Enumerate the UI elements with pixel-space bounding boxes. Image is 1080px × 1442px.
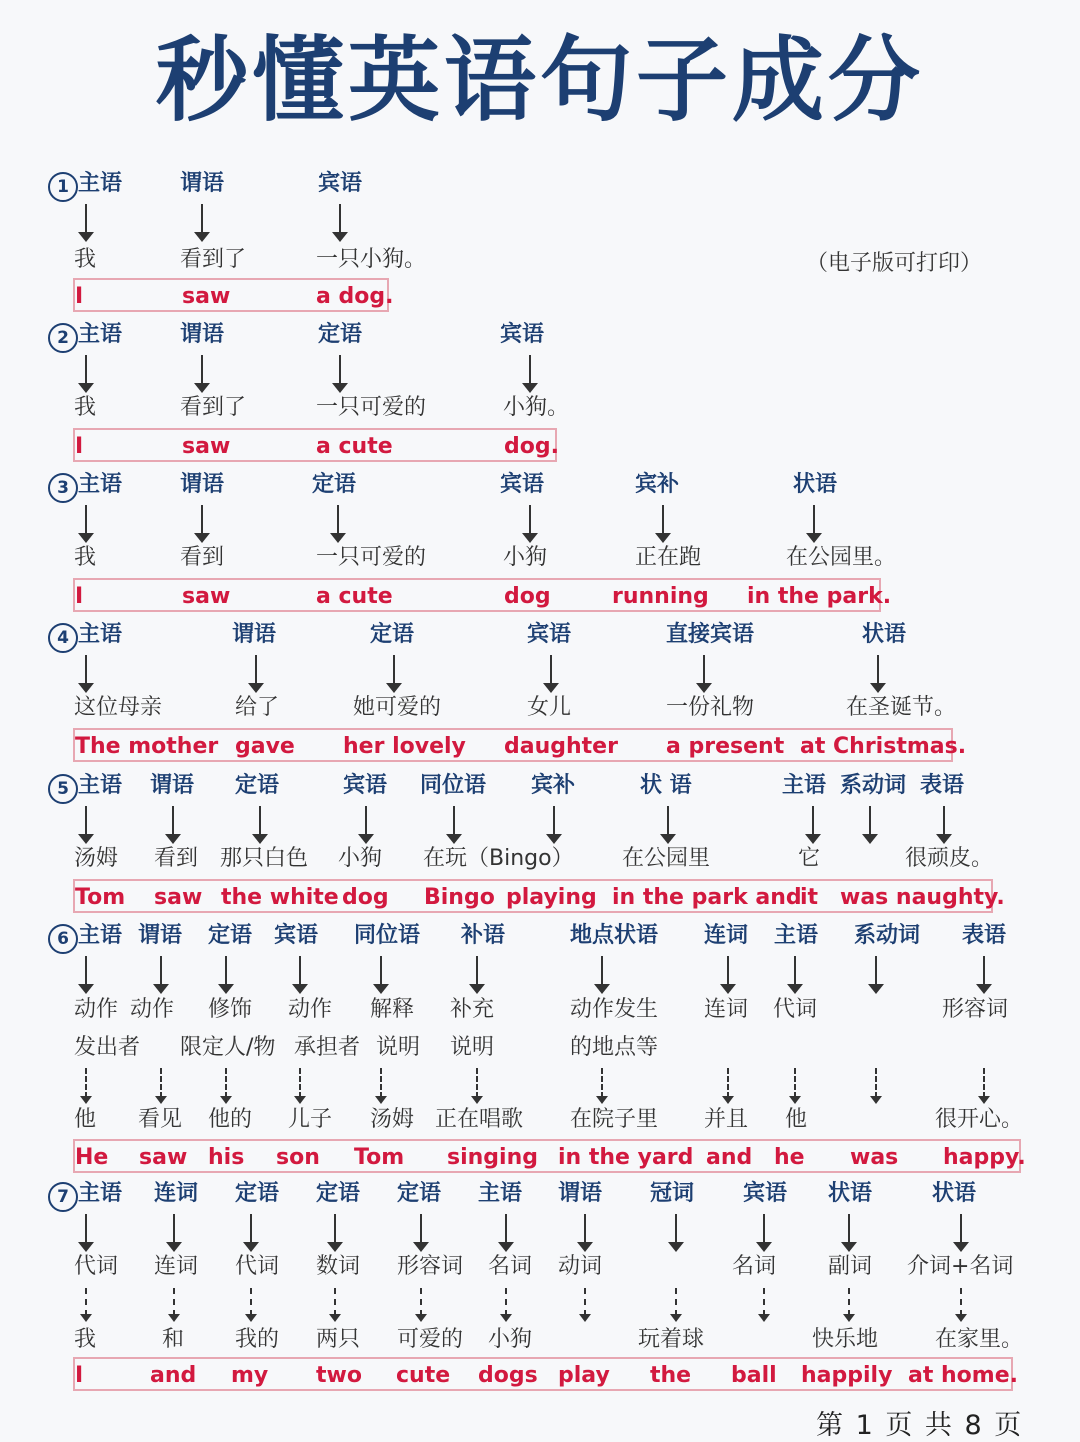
english-word: the white	[221, 885, 339, 910]
english-word: I	[75, 584, 84, 609]
arrow-down-icon	[655, 505, 671, 543]
english-word: my	[231, 1363, 269, 1388]
english-word: in the park.	[747, 584, 892, 609]
label-predicate: 谓语	[558, 1181, 603, 1206]
chinese-word: 在公园里。	[786, 545, 897, 570]
arrow-down-icon	[577, 1214, 593, 1252]
chinese-word: 我的	[235, 1327, 280, 1352]
arrow-down-icon	[498, 1214, 514, 1252]
english-word: Bingo	[424, 885, 495, 910]
arrow-down-icon	[543, 655, 559, 693]
chinese-word: 我	[74, 1327, 97, 1352]
section-number: 1	[48, 172, 78, 202]
label-object: 宾语	[527, 622, 572, 647]
english-word: son	[276, 1145, 320, 1170]
label-linking-verb: 系动词	[854, 923, 921, 948]
label-object: 宾语	[500, 322, 545, 347]
chinese-word: 它	[798, 846, 821, 871]
label-conjunction: 连词	[704, 923, 749, 948]
arrow-down-icon	[78, 956, 94, 994]
label-subject: 主语	[78, 1181, 123, 1206]
english-word: two	[316, 1363, 362, 1388]
label-adverbial: 状语	[793, 472, 838, 497]
arrow-down-icon	[327, 1214, 343, 1252]
chinese-word: 汤姆	[370, 1107, 415, 1132]
arrow-down-icon	[194, 355, 210, 393]
dashed-arrow-down-icon	[720, 1068, 736, 1104]
arrow-down-icon	[78, 1214, 94, 1252]
english-word: it	[800, 885, 819, 910]
role-description: 动作	[130, 997, 175, 1022]
role-description: 修饰	[208, 997, 253, 1022]
english-word: at home.	[908, 1363, 1018, 1388]
part-of-speech: 名词	[488, 1254, 533, 1279]
chinese-word: 和	[162, 1327, 185, 1352]
arrow-down-icon	[358, 806, 374, 844]
chinese-word: 小狗。	[503, 395, 570, 420]
role-description: 动作发生	[570, 997, 659, 1022]
arrow-down-icon	[292, 956, 308, 994]
dashed-arrow-down-icon	[868, 1068, 884, 1104]
english-word: cute	[396, 1363, 451, 1388]
part-of-speech: 副词	[828, 1254, 873, 1279]
printable-note: （电子版可打印）	[806, 251, 983, 276]
arrow-down-icon	[153, 956, 169, 994]
dashed-arrow-down-icon	[166, 1288, 182, 1324]
chinese-word: 在玩（Bingo）	[423, 846, 574, 871]
label-subject: 主语	[78, 322, 123, 347]
label-attribute: 定语	[397, 1181, 442, 1206]
arrow-down-icon	[78, 655, 94, 693]
label-object-complement: 宾补	[531, 773, 576, 798]
arrow-down-icon	[868, 956, 884, 994]
arrow-down-icon	[78, 355, 94, 393]
arrow-down-icon	[841, 1214, 857, 1252]
label-appositive: 同位语	[354, 923, 421, 948]
dashed-arrow-down-icon	[218, 1068, 234, 1104]
chinese-word: 很顽皮。	[905, 846, 994, 871]
part-of-speech: 形容词	[397, 1254, 464, 1279]
chinese-word: 汤姆	[74, 846, 119, 871]
arrow-down-icon	[720, 956, 736, 994]
english-word: playing	[506, 885, 597, 910]
arrow-down-icon	[594, 956, 610, 994]
chinese-word: 一只可爱的	[316, 545, 427, 570]
dashed-arrow-down-icon	[78, 1288, 94, 1324]
chinese-word: 玩着球	[638, 1327, 705, 1352]
role-description: 说明	[376, 1035, 421, 1060]
label-subject: 主语	[78, 622, 123, 647]
dashed-arrow-down-icon	[953, 1288, 969, 1324]
chinese-word: 在院子里	[570, 1107, 659, 1132]
chinese-word: 给了	[235, 695, 280, 720]
english-word: happy.	[943, 1145, 1026, 1170]
label-predicate: 谓语	[150, 773, 195, 798]
label-predicative: 表语	[962, 923, 1007, 948]
label-attribute: 定语	[208, 923, 253, 948]
english-word: a cute	[316, 434, 393, 459]
dashed-arrow-down-icon	[78, 1068, 94, 1104]
role-description: 动作	[288, 997, 333, 1022]
english-word: dog	[342, 885, 389, 910]
english-word: saw	[182, 434, 231, 459]
chinese-word: 她可爱的	[353, 695, 442, 720]
label-article: 冠词	[650, 1181, 695, 1206]
chinese-word: 小狗	[488, 1327, 533, 1352]
chinese-word: 正在唱歌	[435, 1107, 524, 1132]
english-word: running	[612, 584, 709, 609]
chinese-word: 正在跑	[635, 545, 702, 570]
chinese-word: 他	[785, 1107, 808, 1132]
part-of-speech: 连词	[154, 1254, 199, 1279]
english-word: The mother	[75, 734, 219, 759]
english-word: ball	[731, 1363, 777, 1388]
english-word: He	[75, 1145, 109, 1170]
label-predicate: 谓语	[180, 472, 225, 497]
chinese-word: 看见	[138, 1107, 183, 1132]
english-word: play	[558, 1363, 610, 1388]
dashed-arrow-down-icon	[498, 1288, 514, 1324]
chinese-word: 在家里。	[935, 1327, 1024, 1352]
english-word: gave	[235, 734, 295, 759]
part-of-speech: 介词+名词	[907, 1254, 1014, 1279]
dashed-arrow-down-icon	[469, 1068, 485, 1104]
english-word: and	[150, 1363, 197, 1388]
english-word: saw	[139, 1145, 188, 1170]
dashed-arrow-down-icon	[413, 1288, 429, 1324]
label-subject: 主语	[78, 171, 123, 196]
role-description: 动作	[74, 997, 119, 1022]
english-word: was naughty.	[840, 885, 1005, 910]
dashed-arrow-down-icon	[594, 1068, 610, 1104]
role-description: 形容词	[942, 997, 1009, 1022]
label-object: 宾语	[500, 472, 545, 497]
english-word: in the park and	[612, 885, 802, 910]
arrow-down-icon	[166, 1214, 182, 1252]
section-number: 3	[48, 473, 78, 503]
english-word: saw	[154, 885, 203, 910]
label-direct-object: 直接宾语	[666, 622, 755, 647]
arrow-down-icon	[248, 655, 264, 693]
role-description: 承担者	[294, 1035, 361, 1060]
dashed-arrow-down-icon	[153, 1068, 169, 1104]
dashed-arrow-down-icon	[577, 1288, 593, 1324]
arrow-down-icon	[660, 806, 676, 844]
label-subject: 主语	[78, 923, 123, 948]
label-predicate: 谓语	[180, 171, 225, 196]
english-word: his	[208, 1145, 245, 1170]
label-object-complement: 宾补	[635, 472, 680, 497]
label-place-adverbial: 地点状语	[570, 923, 659, 948]
dashed-arrow-down-icon	[327, 1288, 343, 1324]
arrow-down-icon	[522, 505, 538, 543]
label-adverbial-2: 状语	[932, 1181, 977, 1206]
label-object: 宾语	[343, 773, 388, 798]
arrow-down-icon	[78, 204, 94, 242]
arrow-down-icon	[862, 806, 878, 844]
arrow-down-icon	[332, 355, 348, 393]
label-attribute: 定语	[316, 1181, 361, 1206]
english-word: he	[774, 1145, 805, 1170]
label-adverbial: 状语	[862, 622, 907, 647]
role-description: 连词	[704, 997, 749, 1022]
english-word: saw	[182, 584, 231, 609]
arrow-down-icon	[332, 204, 348, 242]
chinese-word: 一只小狗。	[316, 247, 427, 272]
chinese-word: 很开心。	[935, 1107, 1024, 1132]
arrow-down-icon	[805, 806, 821, 844]
arrow-down-icon	[953, 1214, 969, 1252]
dashed-arrow-down-icon	[841, 1288, 857, 1324]
chinese-word: 他	[74, 1107, 97, 1132]
arrow-down-icon	[546, 806, 562, 844]
arrow-down-icon	[446, 806, 462, 844]
english-word: Tom	[354, 1145, 405, 1170]
english-word: dog.	[504, 434, 559, 459]
part-of-speech: 数词	[316, 1254, 361, 1279]
arrow-down-icon	[330, 505, 346, 543]
arrow-down-icon	[386, 655, 402, 693]
chinese-word: 他的	[208, 1107, 253, 1132]
arrow-down-icon	[413, 1214, 429, 1252]
label-subject: 主语	[78, 773, 123, 798]
dashed-arrow-down-icon	[787, 1068, 803, 1104]
label-object: 宾语	[318, 171, 363, 196]
label-predicate: 谓语	[232, 622, 277, 647]
dashed-arrow-down-icon	[373, 1068, 389, 1104]
role-description: 说明	[450, 1035, 495, 1060]
english-word: was	[850, 1145, 899, 1170]
english-word: a cute	[316, 584, 393, 609]
chinese-word: 小狗	[503, 545, 548, 570]
role-description: 代词	[773, 997, 818, 1022]
arrow-down-icon	[78, 806, 94, 844]
section-number: 4	[48, 623, 78, 653]
label-complement: 补语	[461, 923, 506, 948]
section-number: 2	[48, 323, 78, 353]
label-subject: 主语	[78, 472, 123, 497]
arrow-down-icon	[936, 806, 952, 844]
chinese-word: 小狗	[338, 846, 383, 871]
part-of-speech: 代词	[235, 1254, 280, 1279]
chinese-word: 我	[74, 545, 97, 570]
arrow-down-icon	[194, 204, 210, 242]
label-object: 宾语	[274, 923, 319, 948]
chinese-word: 在公园里	[622, 846, 711, 871]
page-indicator: 第 1 页 共 8 页	[816, 1410, 1024, 1441]
english-word: in the yard	[558, 1145, 694, 1170]
dashed-arrow-down-icon	[243, 1288, 259, 1324]
english-word: saw	[182, 284, 231, 309]
chinese-word: 女儿	[527, 695, 572, 720]
arrow-down-icon	[243, 1214, 259, 1252]
dashed-arrow-down-icon	[756, 1288, 772, 1324]
arrow-down-icon	[668, 1214, 684, 1252]
arrow-down-icon	[194, 505, 210, 543]
english-word: the	[650, 1363, 692, 1388]
arrow-down-icon	[806, 505, 822, 543]
label-object: 宾语	[743, 1181, 788, 1206]
chinese-word: 我	[74, 395, 97, 420]
arrow-down-icon	[165, 806, 181, 844]
label-attribute: 定语	[235, 773, 280, 798]
chinese-word: 可爱的	[397, 1327, 464, 1352]
arrow-down-icon	[469, 956, 485, 994]
part-of-speech: 动词	[558, 1254, 603, 1279]
arrow-down-icon	[787, 956, 803, 994]
label-predicative: 表语	[920, 773, 965, 798]
role-description: 解释	[370, 997, 415, 1022]
arrow-down-icon	[252, 806, 268, 844]
chinese-word: 看到了	[180, 247, 247, 272]
chinese-word: 一份礼物	[666, 695, 755, 720]
english-word: daughter	[504, 734, 618, 759]
english-word: a dog.	[316, 284, 394, 309]
english-word: her lovely	[343, 734, 466, 759]
arrow-down-icon	[373, 956, 389, 994]
arrow-down-icon	[756, 1214, 772, 1252]
label-attribute: 定语	[312, 472, 357, 497]
role-description: 补充	[450, 997, 495, 1022]
chinese-word: 儿子	[288, 1107, 333, 1132]
english-word: Tom	[75, 885, 126, 910]
label-subject-2: 主语	[478, 1181, 523, 1206]
chinese-word: 看到了	[180, 395, 247, 420]
english-word: I	[75, 284, 84, 309]
arrow-down-icon	[218, 956, 234, 994]
english-word: I	[75, 434, 84, 459]
english-word: at Christmas.	[800, 734, 967, 759]
chinese-word: 在圣诞节。	[846, 695, 957, 720]
label-subject-2: 主语	[782, 773, 827, 798]
chinese-word: 这位母亲	[74, 695, 163, 720]
role-description: 限定人/物	[180, 1035, 276, 1060]
english-word: dogs	[478, 1363, 538, 1388]
section-number: 7	[48, 1182, 78, 1212]
page-title: 秒懂英语句子成分	[155, 27, 924, 134]
label-subject-2: 主语	[774, 923, 819, 948]
chinese-word: 看到	[180, 545, 225, 570]
role-description: 的地点等	[570, 1035, 659, 1060]
chinese-word: 那只白色	[220, 846, 309, 871]
label-attribute: 定语	[318, 322, 363, 347]
chinese-word: 快乐地	[812, 1327, 879, 1352]
role-description: 发出者	[74, 1035, 141, 1060]
chinese-word: 看到	[154, 846, 199, 871]
arrow-down-icon	[870, 655, 886, 693]
arrow-down-icon	[696, 655, 712, 693]
part-of-speech: 代词	[74, 1254, 119, 1279]
english-word: dog	[504, 584, 551, 609]
english-word: singing	[447, 1145, 538, 1170]
part-of-speech: 名词	[732, 1254, 777, 1279]
label-attribute: 定语	[235, 1181, 280, 1206]
dashed-arrow-down-icon	[292, 1068, 308, 1104]
arrow-down-icon	[976, 956, 992, 994]
label-conjunction: 连词	[154, 1181, 199, 1206]
label-predicate: 谓语	[138, 923, 183, 948]
label-linking-verb: 系动词	[840, 773, 907, 798]
chinese-word: 并且	[704, 1107, 749, 1132]
chinese-word: 我	[74, 247, 97, 272]
arrow-down-icon	[522, 355, 538, 393]
english-word: and	[706, 1145, 753, 1170]
dashed-arrow-down-icon	[976, 1068, 992, 1104]
arrow-down-icon	[78, 505, 94, 543]
chinese-word: 两只	[316, 1327, 361, 1352]
dashed-arrow-down-icon	[668, 1288, 684, 1324]
label-adverbial: 状语	[828, 1181, 873, 1206]
english-sentence-box	[73, 428, 557, 462]
label-predicate: 谓语	[180, 322, 225, 347]
english-word: a present	[666, 734, 785, 759]
label-adverbial: 状 语	[640, 773, 692, 798]
section-number: 6	[48, 924, 78, 954]
chinese-word: 一只可爱的	[316, 395, 427, 420]
label-attribute: 定语	[370, 622, 415, 647]
english-word: happily	[801, 1363, 893, 1388]
label-appositive: 同位语	[420, 773, 487, 798]
english-word: I	[75, 1363, 84, 1388]
section-number: 5	[48, 774, 78, 804]
